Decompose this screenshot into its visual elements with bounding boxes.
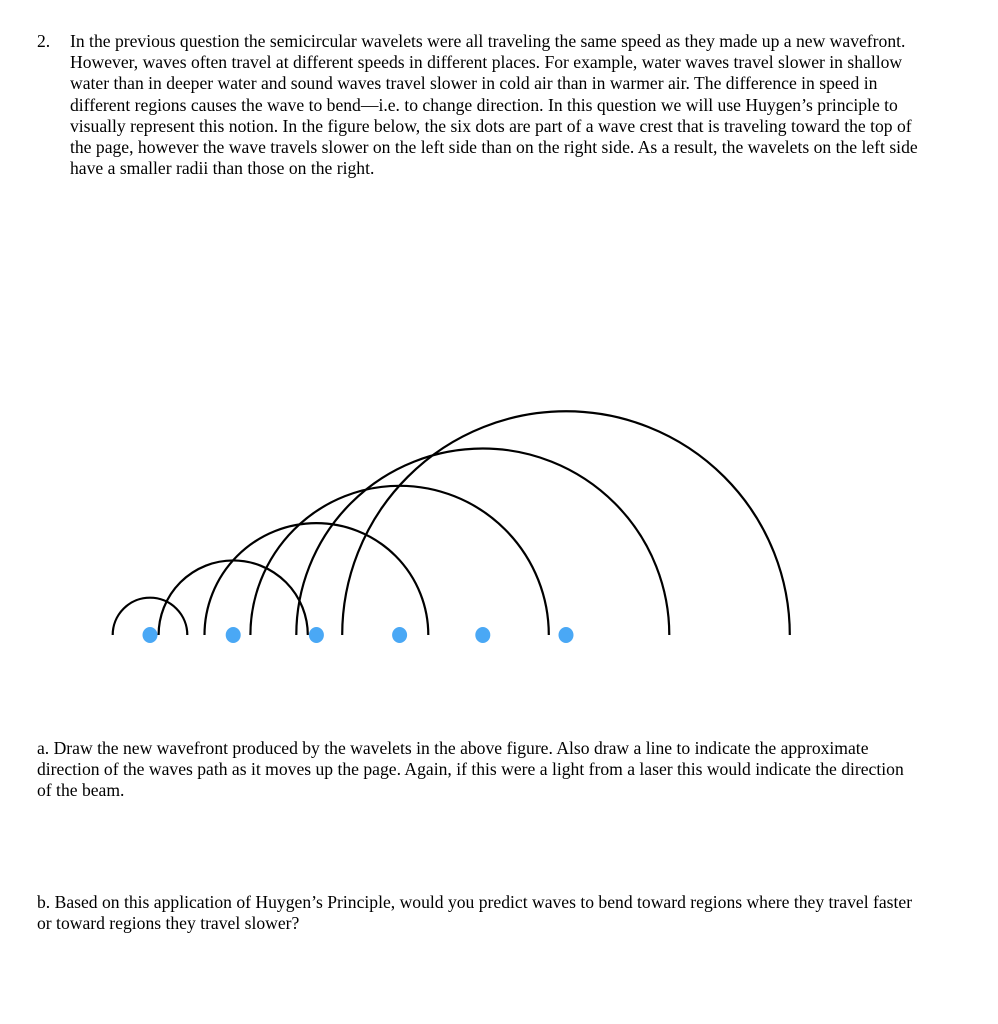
question-text: In the previous question the semicircular wavelets were all traveling the same speed as they made up a new wavefront. However, waves often travel at different speeds in different places. For example, water waves travel slower in shallow water than in deeper water and sound waves travel slower in cold air than in warmer air. The difference in speed in different regions causes the wave to bend—i.e. to change direction. In this question we will use Huygen’s principle to visually represent this notion. In the figure below, the six dots are part of a wave crest that is traveling toward the top of the page, however the wave travels slower on the left side than on the right side. As a result, the wavelets on the left side have a smaller radii than those on the right.: [70, 31, 918, 179]
wave-source-dot: [475, 627, 490, 643]
wave-source-dot: [309, 627, 324, 643]
wave-source-dot: [143, 627, 158, 643]
wavelet-arc: [342, 411, 790, 635]
wavelet-arc: [296, 449, 669, 635]
part-b-text: b. Based on this application of Huygen’s Principle, would you predict waves to bend toward regions where they travel faster or toward regions they travel slower?: [37, 892, 913, 934]
wave-source-dot: [392, 627, 407, 643]
wavelet-arc: [159, 560, 308, 635]
part-a-text: a. Draw the new wavefront produced by the wavelets in the above figure. Also draw a line to indicate the approximate direction of the waves path as it moves up the page. Again, if this were a light from a laser this would indicate the direction of the beam.: [37, 738, 904, 801]
wavelet-arc: [205, 523, 429, 635]
wave-source-dot: [226, 627, 241, 643]
question-number: 2.: [37, 31, 51, 51]
wave-source-dot: [559, 627, 574, 643]
